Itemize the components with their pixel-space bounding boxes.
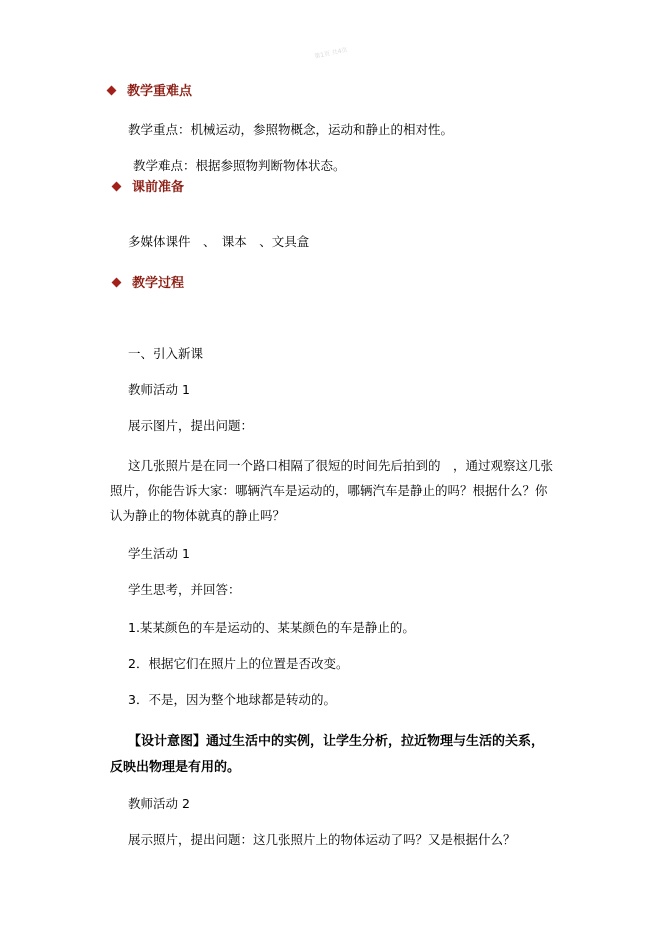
paragraph-line: 认为静止的物体就真的静止吗？ — [110, 508, 286, 523]
show-photos-question: 展示照片，提出问题：这几张照片上的物体运动了吗？又是根据什么？ — [128, 832, 516, 847]
heading-process — [111, 276, 184, 292]
answer-item: 3．不是，因为整个地球都是转动的。 — [128, 692, 336, 707]
heading-key-points-label: 教学重难点 — [127, 84, 193, 99]
teacher-activity-1: 教师活动 1 — [128, 382, 190, 397]
key-point-text: 教学重点：机械运动，参照物概念，运动和静止的相对性。 — [128, 122, 454, 137]
student-think-text: 学生思考，并回答： — [128, 582, 241, 597]
heading-preparation — [111, 180, 184, 196]
answer-item: 1.某某颜色的车是运动的、某某颜色的车是静止的。 — [128, 620, 415, 635]
difficult-point-text: 教学难点：根据参照物判断物体状态。 — [133, 158, 346, 173]
paragraph-line: 这几张照片是在同一个路口相隔了很短的时间先后拍到的 ，通过观察这几张 — [128, 458, 554, 473]
diamond-bullet-icon — [112, 182, 122, 192]
paragraph-line: 照片，你能告诉大家：哪辆汽车是运动的，哪辆汽车是静止的吗？根据什么？你 — [110, 483, 548, 498]
diamond-bullet-icon — [107, 86, 117, 96]
watermark: 第1页 共4页 — [313, 46, 349, 61]
part-title: 一、引入新课 — [128, 346, 204, 361]
teacher-activity-2: 教师活动 2 — [128, 796, 190, 811]
heading-preparation-label: 课前准备 — [132, 180, 185, 195]
heading-process-label: 教学过程 — [132, 276, 185, 291]
heading-key-points — [106, 84, 192, 100]
design-intent-line: 反映出物理是有用的。 — [110, 760, 241, 775]
student-activity-1: 学生活动 1 — [128, 546, 190, 561]
diamond-bullet-icon — [112, 278, 122, 288]
show-pictures-text: 展示图片，提出问题： — [128, 418, 254, 433]
answer-item: 2．根据它们在照片上的位置是否改变。 — [128, 656, 349, 671]
design-intent-line: 【设计意图】通过生活中的实例，让学生分析，拉近物理与生活的关系， — [128, 734, 545, 749]
materials-text: 多媒体课件 、 课本 、文具盒 — [128, 234, 310, 249]
